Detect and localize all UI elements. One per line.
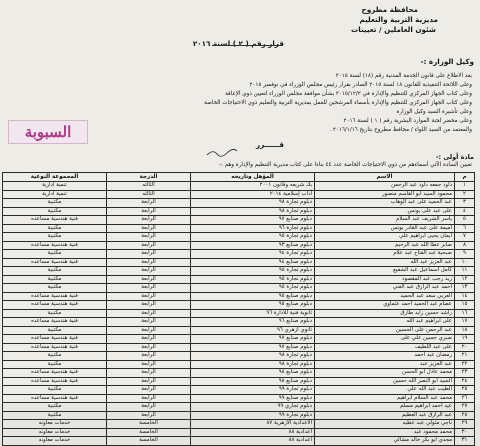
header-qualification: المؤهل وتاريخه	[191, 173, 315, 182]
row-group: تنمية ادارية	[3, 182, 107, 191]
row-number: ١٨	[455, 326, 475, 335]
row-name: داود جمعه داود عبد الرحمن	[315, 182, 455, 191]
row-number: ١	[455, 182, 475, 191]
row-grade: الرابعة	[107, 335, 191, 344]
row-qualification: دبلوم صنايع ٩٨	[191, 369, 315, 378]
article-title: مادة أولى :-	[435, 153, 474, 161]
row-grade: الرابعة	[107, 216, 191, 225]
row-name: مجدي ابو بكر خالد مشالي	[315, 437, 455, 446]
row-number: ١٣	[455, 284, 475, 293]
row-name: عبد الحميد على عبد الوهاب	[315, 199, 455, 208]
row-number: ٤	[455, 207, 475, 216]
row-number: ١٠	[455, 258, 475, 267]
row-qualification: دبلوم تجارة ٩٩	[191, 386, 315, 395]
row-number: ١٢	[455, 275, 475, 284]
row-number: ٢٩	[455, 420, 475, 429]
row-number: ٢٢	[455, 360, 475, 369]
table-row	[3, 386, 475, 395]
table-row	[3, 216, 475, 225]
row-name: صبري حسين علي على	[315, 335, 455, 344]
row-number: ٢٤	[455, 377, 475, 386]
table-row	[3, 343, 475, 352]
row-name: راشد حسين زايد طارق	[315, 309, 455, 318]
table-row	[3, 420, 475, 429]
row-qualification: ثانوية فنية للادارة ٩٦	[191, 309, 315, 318]
row-group: مكتبية	[3, 411, 107, 420]
row-name: عبد العزيز عبد الله	[315, 258, 455, 267]
row-name: عيد احمد ابراهيم مسلم	[315, 403, 455, 412]
row-number: ١٧	[455, 318, 475, 327]
row-name: محمد عبد السلام ابراهيم	[315, 394, 455, 403]
row-qualification: دبلوم صنايع ٩٧	[191, 343, 315, 352]
preamble-line: وعلى كتاب الجهاز المركزي للتنظيم والإدارة في ٢٠١٥/١٢/٢ بشأن موافقة مجلس الوزراء لتعيين ذوي الإعاقة	[225, 91, 472, 97]
table-row	[3, 224, 475, 233]
row-name: الطيب عبد الله علي	[315, 386, 455, 395]
row-name: محمود السيد ابو القاسم منصور	[315, 190, 455, 199]
row-name: عبد الرحمن على الحسين	[315, 326, 455, 335]
row-group: مكتبية	[3, 326, 107, 335]
table-row	[3, 403, 475, 412]
row-name: صابر عطا الله عبد الرحيم	[315, 241, 455, 250]
row-name: زيد رجب عبد المقصود	[315, 275, 455, 284]
row-qualification: دبلوم صنايع ٩٥	[191, 301, 315, 310]
deputy-heading: وكيل الوزارة :-	[420, 57, 474, 66]
row-number: ٣	[455, 199, 475, 208]
row-name: ايمان يحيى ابراهيم علي	[315, 233, 455, 242]
row-grade: الرابعة	[107, 224, 191, 233]
table-row	[3, 292, 475, 301]
row-qualification: بك شريعه وقانون ٢٠٠١	[191, 182, 315, 191]
table-row	[3, 411, 475, 420]
header-name: الاسم	[315, 173, 455, 182]
row-qualification: ثانوي ازهري ٩٦	[191, 326, 315, 335]
row-grade: الثالثه	[107, 182, 191, 191]
row-name: صبحية عبد الفتاح عبد علام	[315, 250, 455, 259]
decision-word: قــــــرر	[255, 140, 284, 149]
row-group: مكتبية	[3, 386, 107, 395]
row-number: ٣٠	[455, 428, 475, 437]
row-group: مكتبية	[3, 360, 107, 369]
header-group: المجموعة النوعية	[3, 173, 107, 182]
row-number: ٥	[455, 216, 475, 225]
row-grade: الرابعة	[107, 250, 191, 259]
row-group: فنية هندسية مساعده	[3, 377, 107, 386]
table-row	[3, 301, 475, 310]
row-grade: الرابعة	[107, 267, 191, 276]
row-number: ٢	[455, 190, 475, 199]
row-grade: الرابعة	[107, 352, 191, 361]
row-number: ١٦	[455, 309, 475, 318]
row-qualification: اعدادية ٨٨	[191, 437, 315, 446]
row-name: العربي سعد عبد الحميد	[315, 292, 455, 301]
preamble-line: وعلى كتاب الجهاز المركزي للتنظيم والإدارة بأسماء المرشحين للعمل بمديرية التربية والتعليم ذوي الاحتياجات الخاصة	[204, 100, 472, 106]
row-group: مكتبية	[3, 403, 107, 412]
header-grade: الدرجة	[107, 173, 191, 182]
row-qualification: دبلوم صنايع ٩٥	[191, 292, 315, 301]
preamble-line: وعلى تأشيرة السيد وكيل الوزارة	[396, 109, 472, 115]
row-name: محمد عادل ابو الحسن	[315, 369, 455, 378]
row-qualification: دبلوم تجارة ٩٨	[191, 207, 315, 216]
row-grade: الرابعة	[107, 411, 191, 420]
row-qualification: دبلوم تجارة ٩٨	[191, 352, 315, 361]
row-grade: الرابعة	[107, 258, 191, 267]
row-grade: الرابعة	[107, 301, 191, 310]
row-qualification: دبلوم تجارة ٩٩	[191, 411, 315, 420]
row-qualification: دبلوم تجارة ٩٦	[191, 224, 315, 233]
table-row	[3, 267, 475, 276]
row-grade: الرابعة	[107, 292, 191, 301]
appointees-table	[2, 172, 475, 446]
row-qualification: دبلوم تجاري ٩٩	[191, 403, 315, 412]
row-name: احمد عبد الرازق عبد الغني	[315, 284, 455, 293]
preamble-line: والمعتمد من السيد اللواء / محافظ مطروح بتاريخ ٢٠١٦/١/١٦ .	[329, 127, 472, 133]
table-row	[3, 437, 475, 446]
row-number: ٢٥	[455, 386, 475, 395]
table-row	[3, 377, 475, 386]
table-row	[3, 428, 475, 437]
row-group: خدمات معاونه	[3, 437, 107, 446]
row-grade: الرابعة	[107, 343, 191, 352]
signature-scribble-icon	[205, 148, 239, 158]
row-number: ٢٧	[455, 403, 475, 412]
table-row	[3, 250, 475, 259]
table-row	[3, 199, 475, 208]
row-qualification: دبلوم صنايع ٩٨	[191, 377, 315, 386]
row-group: مكتبية	[3, 250, 107, 259]
row-qualification: دبلوم تجارة ٩٨	[191, 199, 315, 208]
row-qualification: اعدادية ٨٨	[191, 428, 315, 437]
preamble-line: وعلى محضر لجنة الموارد البشرية رقم ( ١ ) لسنة ٢٠١٦	[343, 118, 472, 124]
row-group: مكتبية	[3, 233, 107, 242]
row-qualification: دبلوم صنايع ٩٩	[191, 394, 315, 403]
row-grade: الخامسة	[107, 428, 191, 437]
row-qualification: دبلوم تجارة ٩٤	[191, 250, 315, 259]
table-row	[3, 233, 475, 242]
row-group: فنية هندسية مساعده	[3, 394, 107, 403]
row-name: محمد محمود عبد	[315, 428, 455, 437]
table-row	[3, 241, 475, 250]
table-row	[3, 190, 475, 199]
row-qualification: دبلوم تجارة ٩٥	[191, 233, 315, 242]
row-name: على عبد على يونس	[315, 207, 455, 216]
row-number: ١١	[455, 267, 475, 276]
row-group: مكتبية	[3, 199, 107, 208]
row-group: فنية هندسية مساعده	[3, 258, 107, 267]
row-group: مكتبية	[3, 284, 107, 293]
row-number: ٢٣	[455, 369, 475, 378]
row-group: فنية هندسية مساعده	[3, 241, 107, 250]
row-name: على ابراهيم عبد الله	[315, 318, 455, 327]
directorate-name: مديرية التربية والتعليم	[359, 15, 438, 24]
table-row	[3, 275, 475, 284]
decree-title: قرار رقم ( ٢ ) لسنة ٢٠١٦	[192, 39, 284, 48]
row-grade: الرابعة	[107, 284, 191, 293]
row-group: مكتبية	[3, 207, 107, 216]
row-qualification: دبلوم تجارة ٩٨	[191, 360, 315, 369]
row-grade: الرابعة	[107, 233, 191, 242]
watermark-logo: السبوبة	[8, 120, 88, 144]
row-qualification: دبلوم صنايع ٩٧	[191, 335, 315, 344]
row-name: ياسر الشريف عبد السلام	[315, 216, 455, 225]
department-name: شئون العاملين / تعيينات	[351, 25, 436, 34]
row-number: ٦	[455, 224, 475, 233]
row-qualification: أداب إسلامية ٢٠١٤	[191, 190, 315, 199]
row-grade: الرابعة	[107, 275, 191, 284]
row-group: تنمية ادارية	[3, 190, 107, 199]
row-grade: الثالثه	[107, 190, 191, 199]
row-qualification: دبلوم تجارة ٩٥	[191, 267, 315, 276]
row-qualification: دبلوم صنايع ٩٤	[191, 258, 315, 267]
row-group: خدمات معاونه	[3, 420, 107, 429]
row-name: كامل اسماعيل عبد الشفيع	[315, 267, 455, 276]
row-number: ١٥	[455, 301, 475, 310]
row-name: على عبد اللطيف	[315, 343, 455, 352]
row-group: مكتبية	[3, 309, 107, 318]
table-row	[3, 369, 475, 378]
article-text: تعيين السادة الآتي أسماءهم من ذوي الاحتياجات الخاصة عدد ٤٤ بناءا على كتاب مديرية التنظيم والإدارة وهم :-	[218, 162, 472, 168]
row-number: ١٤	[455, 292, 475, 301]
row-grade: الرابعة	[107, 318, 191, 327]
row-grade: الرابعة	[107, 207, 191, 216]
row-group: فنية هندسية مساعده	[3, 301, 107, 310]
row-group: مكتبية	[3, 275, 107, 284]
row-grade: الرابعة	[107, 403, 191, 412]
row-group: مكتبية	[3, 352, 107, 361]
row-name: عبد العزيز عبد	[315, 360, 455, 369]
row-group: فنية هندسية مساعده	[3, 292, 107, 301]
row-group: مكتبية	[3, 224, 107, 233]
row-number: ٢١	[455, 352, 475, 361]
row-grade: الرابعة	[107, 309, 191, 318]
row-qualification: دبلوم صنايع ٩٧	[191, 216, 315, 225]
table-row	[3, 309, 475, 318]
table-row	[3, 182, 475, 191]
row-group: فنية هندسية مساعده	[3, 369, 107, 378]
row-grade: الخامسة	[107, 420, 191, 429]
row-number: ٨	[455, 241, 475, 250]
table-row	[3, 258, 475, 267]
row-name: السيد ابو النصر الله حسين	[315, 377, 455, 386]
table-row	[3, 207, 475, 216]
row-qualification: الاعدادية الازهرية ٨٧	[191, 420, 315, 429]
row-name: رمضان عبد احمد	[315, 352, 455, 361]
table-row	[3, 284, 475, 293]
row-group: فنية هندسية مساعده	[3, 318, 107, 327]
row-number: ٢٠	[455, 343, 475, 352]
row-grade: الرابعة	[107, 386, 191, 395]
row-qualification: دبلوم صنايع ٩٣	[191, 241, 315, 250]
table-row	[3, 335, 475, 344]
row-name: عصام عبد الحميد احمد عثماوي	[315, 301, 455, 310]
row-number: ٧	[455, 233, 475, 242]
row-number: ٢٨	[455, 411, 475, 420]
row-qualification: دبلوم تجارة ٩٥	[191, 275, 315, 284]
row-number: ١٩	[455, 335, 475, 344]
table-row	[3, 326, 475, 335]
row-number: ٣١	[455, 437, 475, 446]
table-row	[3, 360, 475, 369]
governorate-name: محافظة مطروح	[361, 5, 418, 14]
title-underline	[212, 36, 278, 46]
row-group: خدمات معاونه	[3, 428, 107, 437]
row-grade: الرابعة	[107, 369, 191, 378]
row-group: فنية هندسية مساعده	[3, 335, 107, 344]
row-number: ٩	[455, 250, 475, 259]
row-number: ٢٦	[455, 394, 475, 403]
row-group: فنية هندسية مساعده	[3, 343, 107, 352]
row-name: عبد الرازق عبد العظيم	[315, 411, 455, 420]
row-group: مكتبية	[3, 267, 107, 276]
table-row	[3, 318, 475, 327]
preamble-line: وعلى اللائحة التنفيذية للقانون ١٨ لسنة ٢٠١٥ الصادر بقرار رئيس مجلس الوزراء في نوفمبر ٢٠١٥	[249, 82, 472, 88]
row-grade: الرابعة	[107, 377, 191, 386]
table-row	[3, 352, 475, 361]
row-name: اميمة على عبد القادر يونس	[315, 224, 455, 233]
row-name: ناجي متولي عبد عطيه	[315, 420, 455, 429]
row-grade: الخامسة	[107, 437, 191, 446]
table-row	[3, 394, 475, 403]
row-grade: الرابعة	[107, 199, 191, 208]
header-num: م	[455, 173, 475, 182]
row-qualification: دبلوم تجارة ٩٥	[191, 284, 315, 293]
table-header-row	[3, 173, 475, 182]
row-grade: الرابعة	[107, 241, 191, 250]
row-grade: الرابعة	[107, 394, 191, 403]
preamble-line: بعد الاطلاع على قانون الخدمة المدنية رقم (١٨) لسنة ٢٠١٥	[335, 73, 472, 79]
row-group: فنية هندسية مساعده	[3, 216, 107, 225]
row-grade: الرابعة	[107, 360, 191, 369]
row-grade: الرابعة	[107, 326, 191, 335]
row-qualification: دبلوم صنايع ٩٦	[191, 318, 315, 327]
